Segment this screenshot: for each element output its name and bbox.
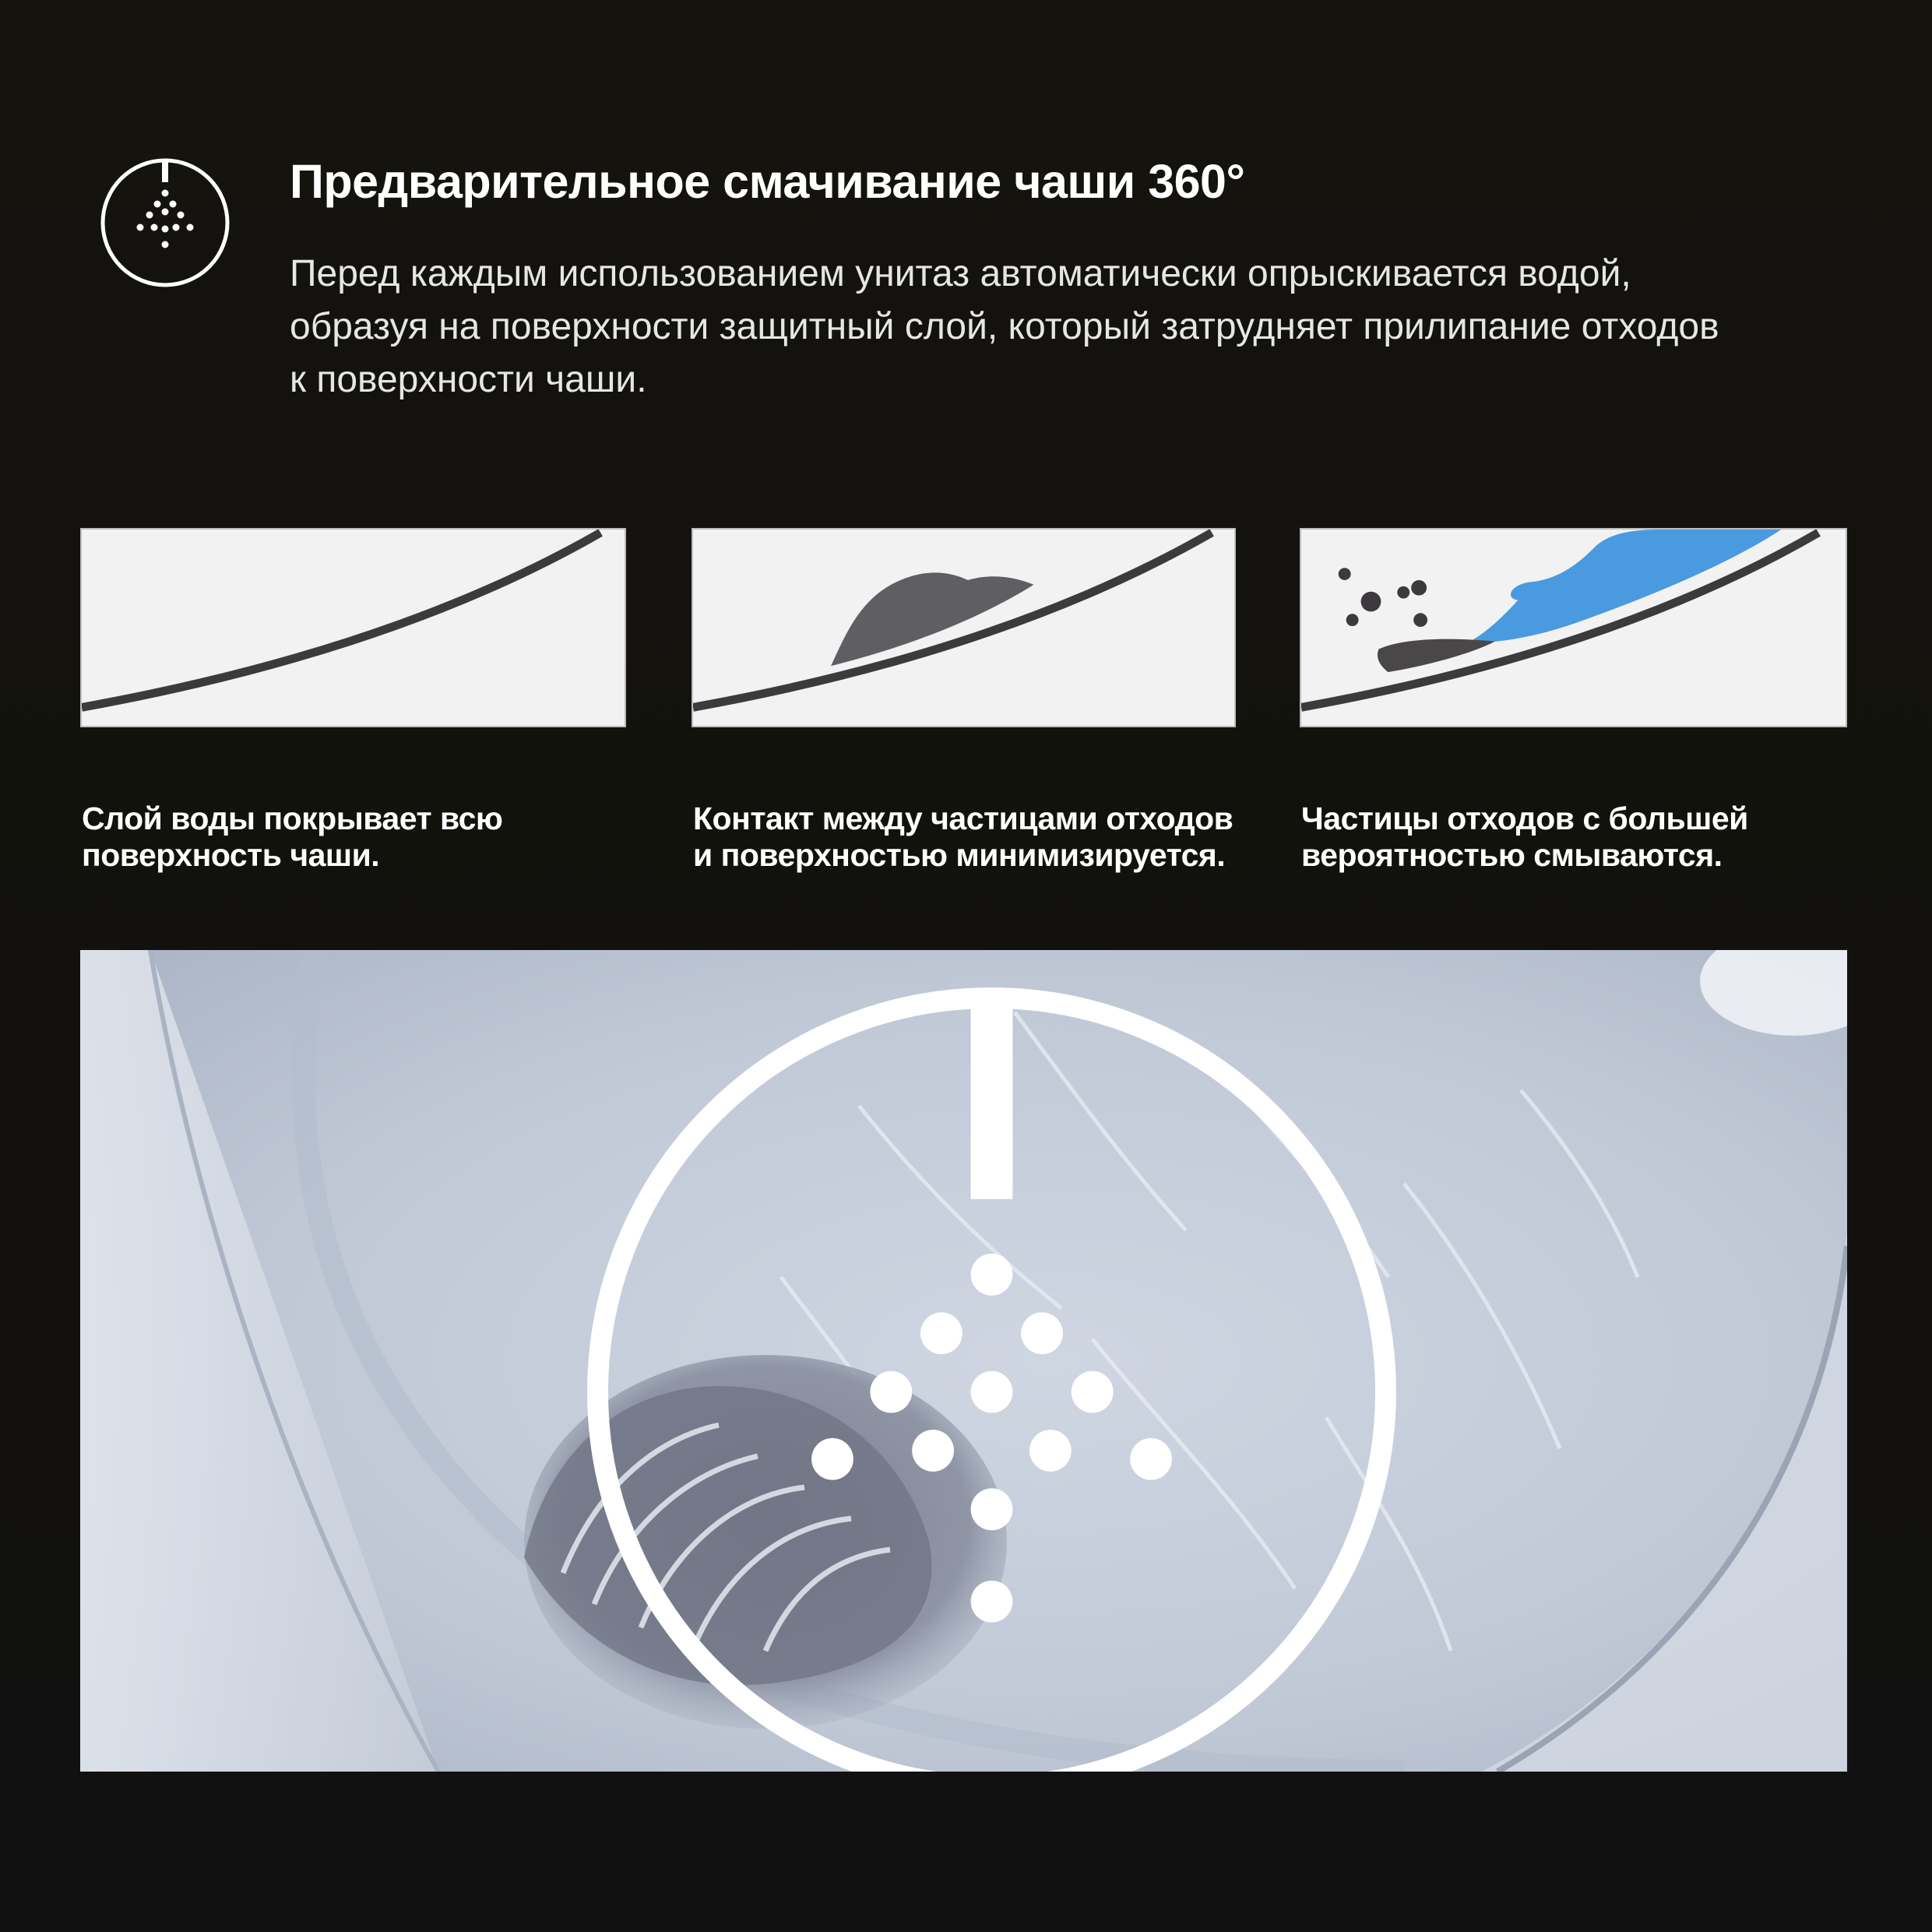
- description-line: к поверхности чаши.: [290, 359, 647, 400]
- caption-line: Слой воды покрывает всю: [82, 801, 503, 836]
- step-caption: [693, 801, 1233, 874]
- page-title: Предварительное смачивание чаши 360°: [290, 155, 1245, 208]
- description-line: образуя на поверхности защитный слой, который затрудняет прилипание отходов: [290, 306, 1719, 347]
- bowl-surface-line: [82, 533, 600, 707]
- diagram-water-layer: [80, 528, 626, 727]
- step-caption: [82, 801, 502, 874]
- description-line: Перед каждым использованием унитаз автоматически опрыскивается водой,: [290, 253, 1631, 294]
- caption-line: Частицы отходов с большей: [1301, 801, 1748, 836]
- step-caption: [1301, 801, 1748, 874]
- description: [290, 248, 1847, 406]
- diagram-waste-contact: [692, 528, 1236, 727]
- caption-line: поверхность чаши.: [82, 837, 380, 873]
- waste-particle: [1346, 614, 1359, 626]
- diagram-waste-washed: [1300, 528, 1847, 727]
- caption-line: вероятностью смываются.: [1301, 837, 1723, 873]
- caption-line: и поверхностью минимизируется.: [693, 837, 1226, 873]
- waste-particle: [1361, 592, 1381, 612]
- water-spray-icon: [108, 981, 1847, 1772]
- water-spray-icon: [100, 157, 231, 288]
- waste-particle: [1413, 613, 1427, 627]
- bowl-photo: [80, 950, 1847, 1772]
- waste-particle: [1411, 580, 1427, 596]
- waste-particle: [1339, 568, 1351, 580]
- caption-line: Контакт между частицами отходов: [693, 801, 1233, 836]
- waste-particle: [1397, 586, 1409, 599]
